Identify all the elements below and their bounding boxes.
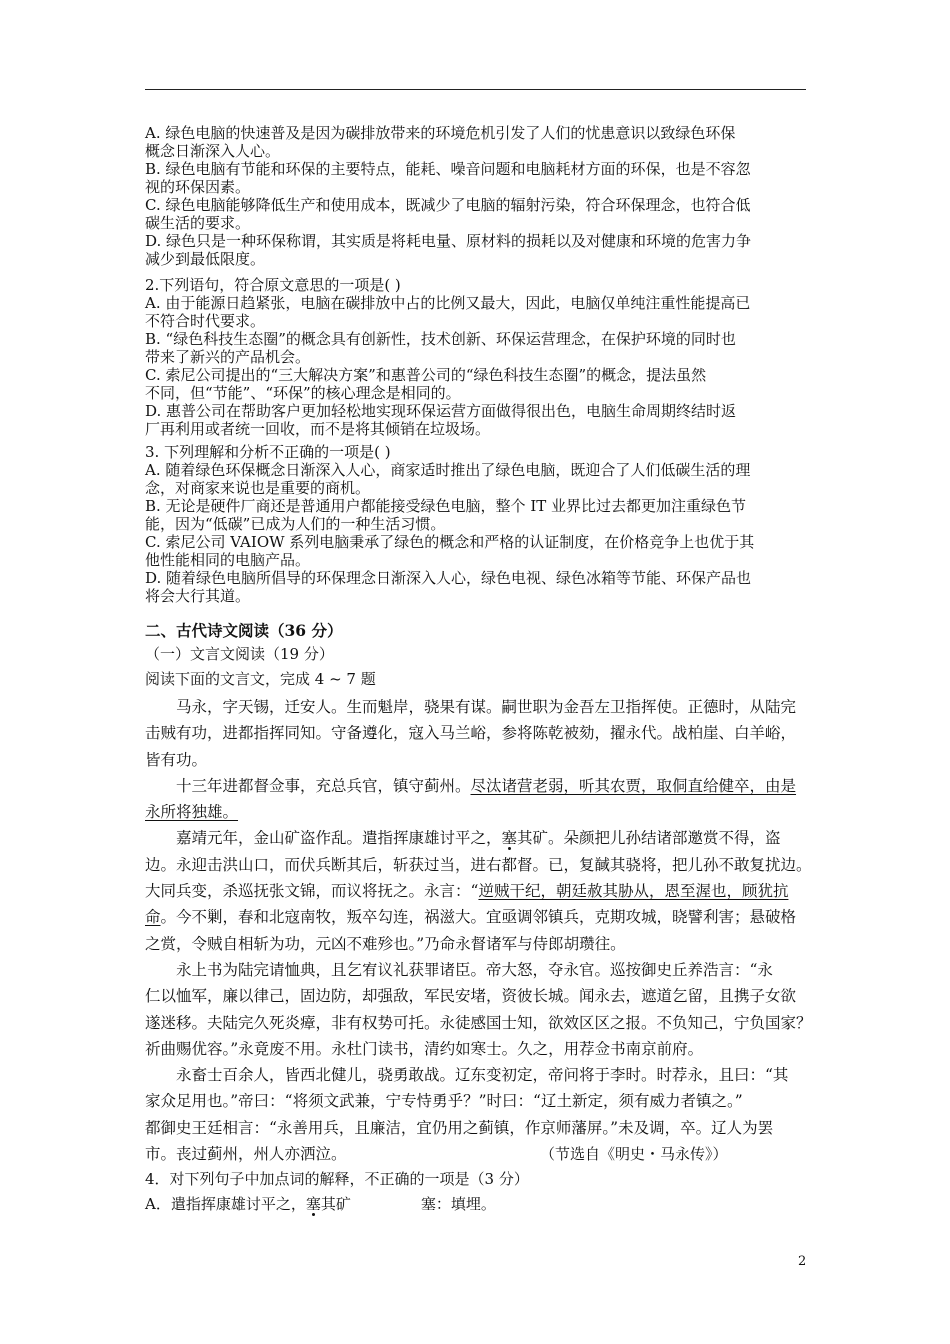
plain-text: 其矿。朵颜把儿孙结诸部邀赏不得，盗 <box>517 829 781 848</box>
question-stem: 3. 下列理解和分析不正确的一项是( ) <box>145 443 391 461</box>
passage-line: 马永，字天锡，迁安人。生而魁岸，骁果有谋。嗣世职为金吾左卫指挥使。正德时，从陆完 <box>176 698 797 716</box>
question-4 <box>145 1167 529 1217</box>
plain-text: 大同兵变，杀巡抚张文锦，而议将抚之。永言：“ <box>145 882 479 901</box>
passage-line: 遂迷移。夫陆完久死炎瘴，非有权势可托。永徒感国士知，欲效区区之报。不负知己，宁负国家？ <box>145 1013 812 1032</box>
text-line: D. 绿色只是一种环保称谓，其实质是将耗电量、原材料的损耗以及对健康和环境的危害力争 <box>145 232 752 250</box>
text-line: B. 绿色电脑有节能和环保的主要特点，能耗、噪音问题和电脑耗材方面的环保，也是不容忽 <box>145 160 751 178</box>
text-line: B. 无论是硬件厂商还是普通用户都能接受绿色电脑，整个 IT 业界比过去都更加注重绿色节 <box>145 497 747 515</box>
passage-line: 皆有功。 <box>145 750 208 769</box>
plain-text: 。今不剿，春和北寇南牧，叛卒勾连，祸滋大。宜亟调邻镇兵，克期攻城，晓譬利害；悬破格 <box>160 908 797 927</box>
option-a <box>145 1192 529 1217</box>
text-line: A. 随着绿色环保概念日渐深入人心，商家适时推出了绿色电脑，既迎合了人们低碳生活的理 <box>145 461 751 479</box>
text-line: 不同，但“节能”、“环保”的核心理念是相同的。 <box>145 384 461 402</box>
passage-line: 都御史王廷相言：“永善用兵，且廉洁，宜仍用之蓟镇，作京师藩屏。”未及调，卒。辽人为罢 <box>145 1118 774 1137</box>
text-line: 他性能相同的电脑产品。 <box>145 551 311 569</box>
plain-text: 其矿 <box>320 1195 351 1213</box>
text-line: D. 惠普公司在帮助客户更加轻松地实现环保运营方面做得很出色，电脑生命周期终结时返 <box>145 402 737 420</box>
passage-line: 永上书为陆完请恤典，且乞宥议礼获罪诸臣。帝大怒，夺永官。巡按御史丘养浩言：“永 <box>176 960 773 979</box>
plain-text: 十三年进都督佥事，充总兵官，镇守蓟州。 <box>176 776 471 795</box>
text-line: A. 由于能源日趋紧张，电脑在碳排放中占的比例又最大，因此，电脑仅单纯注重性能提高已 <box>145 294 751 312</box>
passage-line <box>145 904 815 930</box>
question-3 <box>145 443 815 605</box>
passage-line: 仁以恤军，廉以律己，固边防，却强敌，军民安堵，资彼长城。闻永去，遮道乞留，且携子女欲 <box>145 987 797 1006</box>
underlined-sentence: 尽汰诸营老弱，听其农贾，取侗直给健卒，由是 <box>470 776 797 795</box>
section-header <box>145 620 815 692</box>
text-line: 不符合时代要求。 <box>145 312 266 330</box>
question-stem: 2.下列语句，符合原文意思的一项是( ) <box>145 276 401 294</box>
classical-passage <box>145 694 815 1167</box>
dotted-word: 塞 <box>501 829 518 848</box>
text-line: 能，因为“低碳”已成为人们的一种生活习惯。 <box>145 515 446 533</box>
question-2 <box>145 276 815 438</box>
underlined-sentence: 永所将独雄。 <box>145 803 239 822</box>
passage-source: （节选自《明史・马永传》） <box>540 1145 728 1163</box>
text-line: C. 索尼公司 VAIOW 系列电脑秉承了绿色的概念和严格的认证制度，在价格竞争上也优于其 <box>145 533 755 551</box>
passage-line: 击贼有功，进都指挥同知。守备遵化，寇入马兰峪，参将陈乾被劾，擢永代。战柏崖、白羊峪， <box>145 724 797 743</box>
text-line: 将会大行其道。 <box>145 587 251 605</box>
text-line: 碳生活的要求。 <box>145 214 251 232</box>
underlined-sentence: 逆贼干纪，朝廷赦其胁从，恩至渥也，顾犹抗 <box>478 882 789 901</box>
passage-line: 市。丧过蓟州，州人亦洒泣。 <box>145 1145 347 1164</box>
section-title: 二、古代诗文阅读（36 分） <box>145 621 343 640</box>
passage-line <box>145 878 815 904</box>
passage-line: 边。永迎击洪山口，而伏兵断其后，斩获过当，进右都督。已，复馘其骁将，把儿孙不敢复扰边。 <box>145 855 812 874</box>
header-rule <box>145 89 806 90</box>
passage-line <box>145 773 815 799</box>
plain-text: 嘉靖元年，金山矿盗作乱。遣指挥康雄讨平之， <box>176 829 502 848</box>
passage-line: 家众足用也。”帝曰：“将须文武兼，宁专恃勇乎？”时曰：“辽土新定，须有威力者镇之。” <box>145 1092 743 1111</box>
text-line: 视的环保因素。 <box>145 178 251 196</box>
question-1-options <box>145 124 815 268</box>
text-line: 念，对商家来说也是重要的商机。 <box>145 479 371 497</box>
passage-line: 永畜士百余人，皆西北健儿，骁勇敢战。辽东变初定，帝问将于李时。时荐永，且曰：“其 <box>176 1066 789 1085</box>
text-line: A. 绿色电脑的快速普及是因为碳排放带来的环境危机引发了人们的忧患意识以致绿色环保 <box>145 124 736 142</box>
dotted-word: 塞 <box>305 1195 321 1213</box>
underlined-sentence: 命 <box>145 908 161 927</box>
passage-line: 之赏，令贼自相斩为功，元凶不难殄也。”乃命永督诸军与侍郎胡瓒往。 <box>145 934 626 953</box>
question-stem: 4．对下列句子中加点词的解释，不正确的一项是（3 分） <box>145 1170 529 1188</box>
passage-line: 祈曲赐优容。”永竟废不用。永杜门读书，清约如寒士。久之，用荐佥书南京前府。 <box>145 1039 704 1058</box>
text-line: C. 绿色电脑能够降低生产和使用成本，既减少了电脑的辐射污染，符合环保理念，也符合低 <box>145 196 751 214</box>
text-line: D. 随着绿色电脑所倡导的环保理念日渐深入人心，绿色电视、绿色冰箱等节能、环保产品也 <box>145 569 752 587</box>
subsection-title: （一）文言文阅读（19 分） <box>145 645 334 663</box>
plain-text: A．遣指挥康雄讨平之， <box>145 1195 306 1213</box>
passage-line <box>145 825 815 851</box>
passage-line <box>145 799 815 825</box>
text-line: 厂再利用或者统一回收，而不是将其倾销在垃圾场。 <box>145 420 491 438</box>
option-explanation: 塞：填埋。 <box>420 1195 496 1213</box>
text-line: 概念日渐深入人心。 <box>145 142 281 160</box>
page-number: 2 <box>798 1254 807 1269</box>
instruction: 阅读下面的文言文，完成 4 ~ 7 题 <box>145 670 376 688</box>
text-line: B. “绿色科技生态圈”的概念具有创新性，技术创新、环保运营理念，在保护环境的同时也 <box>145 330 736 348</box>
text-line: C. 索尼公司提出的“三大解决方案”和惠普公司的“绿色科技生态圈”的概念，提法虽然 <box>145 366 707 384</box>
text-line: 减少到最低限度。 <box>145 250 266 268</box>
text-line: 带来了新兴的产品机会。 <box>145 348 311 366</box>
